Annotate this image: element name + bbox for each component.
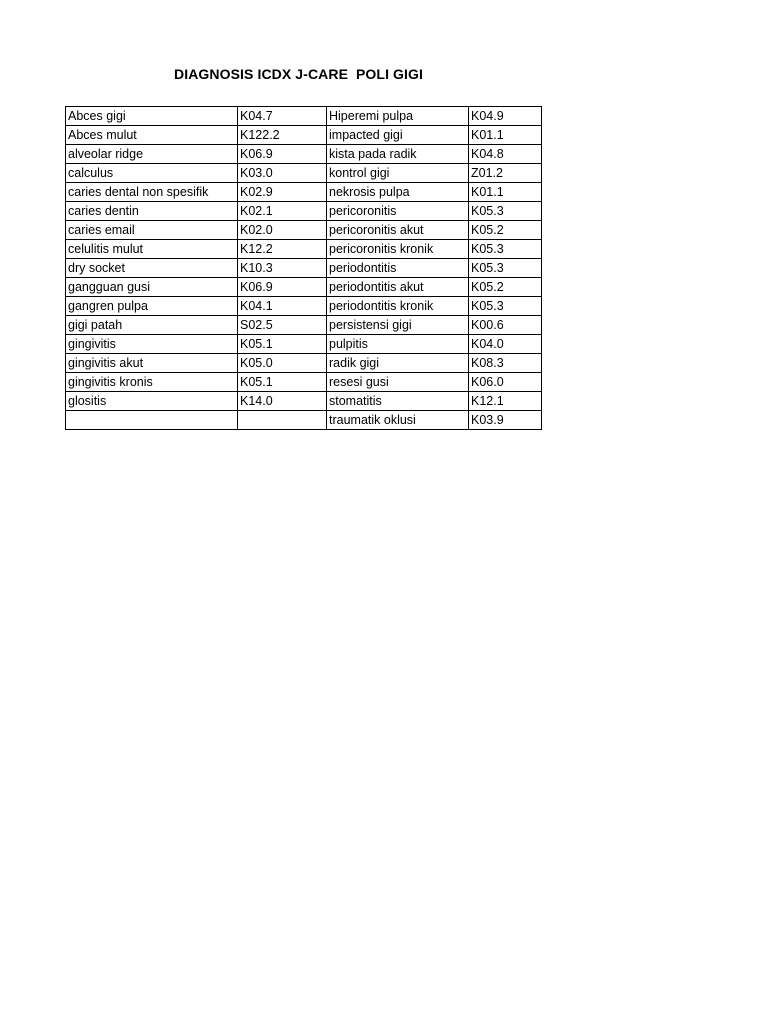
icd-code-cell: K05.3 (469, 297, 542, 316)
diagnosis-name-cell: radik gigi (327, 354, 469, 373)
table-row (66, 354, 542, 373)
diagnosis-name-cell: gingivitis kronis (66, 373, 238, 392)
icd-code-cell: K05.1 (238, 373, 327, 392)
icd-code-cell: K05.2 (469, 278, 542, 297)
icd-code-cell: K05.3 (469, 202, 542, 221)
icd-code-cell: K03.0 (238, 164, 327, 183)
diagnosis-name-cell: glositis (66, 392, 238, 411)
diagnosis-name-cell: periodontitis (327, 259, 469, 278)
icd-code-cell: K04.0 (469, 335, 542, 354)
diagnosis-name-cell: stomatitis (327, 392, 469, 411)
icd-code-cell: K02.1 (238, 202, 327, 221)
icd-code-cell: K05.0 (238, 354, 327, 373)
icd-code-cell: S02.5 (238, 316, 327, 335)
diagnosis-name-cell: gingivitis akut (66, 354, 238, 373)
diagnosis-name-cell: gigi patah (66, 316, 238, 335)
table-row (66, 297, 542, 316)
diagnosis-name-cell: traumatik oklusi (327, 411, 469, 430)
icd-code-cell: K02.0 (238, 221, 327, 240)
table-row (66, 373, 542, 392)
diagnosis-name-cell: caries email (66, 221, 238, 240)
table-row (66, 183, 542, 202)
diagnosis-name-cell: Abces mulut (66, 126, 238, 145)
icd-code-cell: Z01.2 (469, 164, 542, 183)
diagnosis-name-cell: gingivitis (66, 335, 238, 354)
icd-code-cell: K05.3 (469, 240, 542, 259)
diagnosis-name-cell: celulitis mulut (66, 240, 238, 259)
icd-code-cell: K04.1 (238, 297, 327, 316)
diagnosis-name-cell: Abces gigi (66, 107, 238, 126)
diagnosis-name-cell: persistensi gigi (327, 316, 469, 335)
diagnosis-name-cell: dry socket (66, 259, 238, 278)
icd-code-cell: K05.1 (238, 335, 327, 354)
table-row (66, 145, 542, 164)
icd-code-cell: K06.0 (469, 373, 542, 392)
table-row (66, 126, 542, 145)
diagnosis-name-cell: pericoronitis (327, 202, 469, 221)
diagnosis-name-cell: periodontitis kronik (327, 297, 469, 316)
icd-code-cell: K05.2 (469, 221, 542, 240)
table-body (66, 107, 542, 430)
icd-code-cell: K01.1 (469, 126, 542, 145)
table-row (66, 278, 542, 297)
icd-code-cell: K04.9 (469, 107, 542, 126)
icd-code-cell: K05.3 (469, 259, 542, 278)
table-row (66, 164, 542, 183)
diagnosis-name-cell: kontrol gigi (327, 164, 469, 183)
diagnosis-name-cell: gangguan gusi (66, 278, 238, 297)
table-row (66, 240, 542, 259)
table-row (66, 411, 542, 430)
icd-code-cell: K06.9 (238, 145, 327, 164)
diagnosis-name-cell (66, 411, 238, 430)
icd-code-cell: K10.3 (238, 259, 327, 278)
table-row (66, 259, 542, 278)
table-row (66, 221, 542, 240)
diagnosis-name-cell: impacted gigi (327, 126, 469, 145)
icd-code-cell: K02.9 (238, 183, 327, 202)
icd-code-cell: K12.2 (238, 240, 327, 259)
icd-code-cell: K04.7 (238, 107, 327, 126)
diagnosis-name-cell: Hiperemi pulpa (327, 107, 469, 126)
icd-code-cell: K04.8 (469, 145, 542, 164)
table-row (66, 392, 542, 411)
diagnosis-name-cell: resesi gusi (327, 373, 469, 392)
table-row (66, 316, 542, 335)
icd-code-cell (238, 411, 327, 430)
diagnosis-table (65, 106, 542, 430)
icd-code-cell: K00.6 (469, 316, 542, 335)
diagnosis-name-cell: gangren pulpa (66, 297, 238, 316)
diagnosis-name-cell: calculus (66, 164, 238, 183)
diagnosis-name-cell: periodontitis akut (327, 278, 469, 297)
table-row (66, 107, 542, 126)
page-title: DIAGNOSIS ICDX J-CARE POLI GIGI (174, 66, 424, 82)
diagnosis-name-cell: caries dental non spesifik (66, 183, 238, 202)
table-row (66, 202, 542, 221)
diagnosis-name-cell: nekrosis pulpa (327, 183, 469, 202)
diagnosis-name-cell: caries dentin (66, 202, 238, 221)
icd-code-cell: K06.9 (238, 278, 327, 297)
icd-code-cell: K122.2 (238, 126, 327, 145)
diagnosis-name-cell: pulpitis (327, 335, 469, 354)
icd-code-cell: K08.3 (469, 354, 542, 373)
icd-code-cell: K03.9 (469, 411, 542, 430)
icd-code-cell: K12.1 (469, 392, 542, 411)
diagnosis-name-cell: alveolar ridge (66, 145, 238, 164)
icd-code-cell: K14.0 (238, 392, 327, 411)
icd-code-cell: K01.1 (469, 183, 542, 202)
table-row (66, 335, 542, 354)
diagnosis-name-cell: pericoronitis kronik (327, 240, 469, 259)
diagnosis-name-cell: pericoronitis akut (327, 221, 469, 240)
diagnosis-name-cell: kista pada radik (327, 145, 469, 164)
